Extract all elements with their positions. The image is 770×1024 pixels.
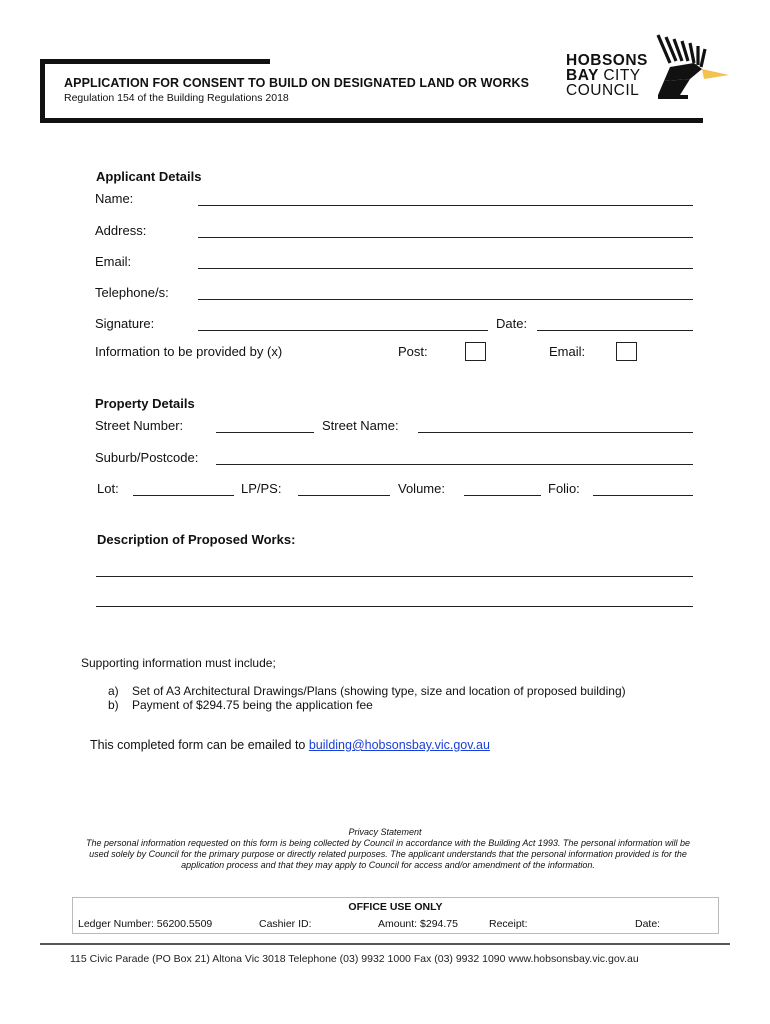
email-option-label: Email:: [549, 344, 586, 359]
council-logo-text: [566, 53, 648, 98]
property-details-heading: Property Details: [95, 396, 195, 411]
office-date-label: Date:: [635, 918, 661, 930]
lot-field[interactable]: [133, 495, 234, 496]
pelican-logo-icon: [650, 33, 730, 103]
post-checkbox[interactable]: [465, 342, 486, 361]
date-field[interactable]: [537, 330, 693, 331]
footer-contact: 115 Civic Parade (PO Box 21) Altona Vic 3018 Telephone (03) 9932 1000 Fax (03) 9932 1090 www.hobsonsbay.vic.gov.au: [70, 953, 639, 965]
signature-label: Signature:: [95, 316, 155, 331]
email-note: [90, 738, 490, 752]
ledger-number: Ledger Number: 56200.5509: [78, 918, 213, 930]
lpps-field[interactable]: [298, 495, 390, 496]
receipt-label: Receipt:: [489, 918, 528, 930]
street-number-label: Street Number:: [95, 418, 184, 433]
header-frame-bottom: [40, 118, 703, 123]
lpps-label: LP/PS:: [241, 481, 282, 496]
logo-bay: BAY: [566, 67, 599, 84]
email-label: Email:: [95, 254, 132, 269]
description-heading: Description of Proposed Works:: [97, 532, 296, 547]
form-title: APPLICATION FOR CONSENT TO BUILD ON DESIGNATED LAND OR WORKS: [64, 76, 530, 90]
signature-field[interactable]: [198, 330, 488, 331]
council-email-link[interactable]: building@hobsonsbay.vic.gov.au: [308, 738, 490, 752]
header-frame-left: [40, 59, 45, 123]
street-name-field[interactable]: [418, 432, 693, 433]
street-name-label: Street Name:: [322, 418, 399, 433]
footer-divider: [40, 943, 730, 945]
lot-label: Lot:: [97, 481, 119, 496]
address-label: Address:: [95, 223, 147, 238]
volume-label: Volume:: [398, 481, 445, 496]
supporting-list: [108, 684, 626, 712]
list-item: [108, 684, 626, 698]
list-marker: b): [108, 698, 119, 712]
cashier-id-label: Cashier ID:: [259, 918, 312, 930]
suburb-postcode-field[interactable]: [216, 464, 693, 465]
provided-by-label: Information to be provided by (x): [95, 344, 283, 359]
list-marker: a): [108, 684, 119, 698]
amount-label: Amount: $294.75: [378, 918, 458, 930]
suburb-postcode-label: Suburb/Postcode:: [95, 450, 199, 465]
supporting-intro: Supporting information must include;: [81, 656, 276, 670]
telephone-label: Telephone/s:: [95, 285, 169, 300]
address-field[interactable]: [198, 237, 693, 238]
date-label: Date:: [496, 316, 528, 331]
post-option-label: Post:: [398, 344, 428, 359]
email-note-text: This completed form can be emailed to: [90, 738, 309, 752]
logo-council: COUNCIL: [566, 82, 640, 99]
header-frame-top: [40, 59, 270, 64]
folio-label: Folio:: [548, 481, 580, 496]
volume-field[interactable]: [464, 495, 541, 496]
name-field[interactable]: [198, 205, 693, 206]
office-use-box: [72, 897, 719, 934]
list-item: [108, 698, 626, 712]
email-checkbox[interactable]: [616, 342, 637, 361]
list-item-text: Set of A3 Architectural Drawings/Plans (showing type, size and location of proposed building): [132, 684, 626, 698]
privacy-statement-body: The personal information requested on this form is being collected by Council in accordance with the Building Act 1993. The personal information will be used solely by Council for the primary purpose or directly related purposes. The applicant understands that the personal information provided is for the application process and that they may apply to Council for access and/or amendment of the information.: [86, 838, 690, 870]
telephone-field[interactable]: [198, 299, 693, 300]
office-use-title: OFFICE USE ONLY: [348, 901, 443, 913]
email-field[interactable]: [198, 268, 693, 269]
applicant-details-heading: Applicant Details: [96, 169, 202, 184]
street-number-field[interactable]: [216, 432, 314, 433]
privacy-statement-title: Privacy Statement: [348, 827, 422, 837]
description-line-1[interactable]: [96, 576, 693, 577]
description-line-2[interactable]: [96, 606, 693, 607]
list-item-text: Payment of $294.75 being the application fee: [132, 698, 373, 712]
form-subtitle: Regulation 154 of the Building Regulations 2018: [64, 92, 289, 104]
folio-field[interactable]: [593, 495, 693, 496]
name-label: Name:: [95, 191, 134, 206]
logo-city: CITY: [603, 67, 641, 84]
logo-hobsons: HOBSONS: [566, 52, 648, 69]
